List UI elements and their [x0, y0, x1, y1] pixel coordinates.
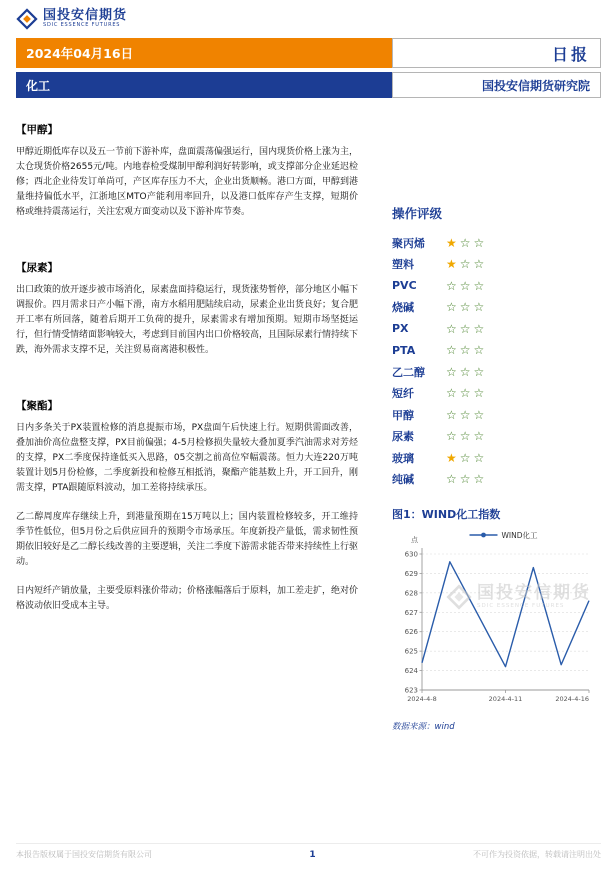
rating-product-label: 尿素 [392, 430, 414, 444]
rating-row [392, 383, 601, 405]
star-empty-icon: ☆ [459, 300, 474, 315]
watermark-text-en: SDIC ESSENCE FUTURES [477, 603, 565, 609]
svg-text:WIND化工: WIND化工 [501, 531, 538, 540]
star-filled-icon: ★ [446, 235, 460, 250]
main-content [16, 116, 601, 732]
star-empty-icon: ☆ [473, 472, 488, 487]
star-empty-icon: ☆ [446, 321, 460, 336]
rating-row [392, 469, 601, 491]
star-filled-icon: ★ [446, 450, 460, 465]
star-empty-icon: ☆ [446, 278, 460, 293]
svg-text:2024-4-11: 2024-4-11 [488, 695, 523, 703]
rating-row [392, 297, 601, 319]
rating-stars [446, 258, 487, 270]
star-empty-icon: ☆ [473, 278, 488, 293]
section-bar [16, 72, 392, 98]
header-bars [16, 38, 601, 102]
data-source-label: 数据来源：wind [392, 722, 455, 732]
star-empty-icon: ☆ [473, 321, 488, 336]
page-number: 1 [309, 849, 316, 860]
svg-text:623: 623 [404, 686, 418, 695]
section-paragraph: 出口政策的放开逐步被市场消化，尿素盘面持稳运行，现货涨势暂停，部分地区小幅下调报价。四月需求日产小幅下滑，南方水稻用肥陆续启动，尿素企业出货良好；复合肥开工率有所回落，随着后期开工负荷的提升，尿素需求有增加预期。短期市场坚挺运行，但行情受情绪面影响较大，考虑到目前国内出口价格较高，且国际尿素行情持续下跌，海外需求支撑不足，关注贸易商离港积极性。 [16, 285, 359, 355]
ratings-list [392, 232, 601, 490]
svg-text:点: 点 [411, 536, 418, 544]
chart-block [392, 506, 597, 732]
star-empty-icon: ☆ [473, 429, 488, 444]
rating-product-label: 玻璃 [392, 451, 414, 465]
star-empty-icon: ☆ [473, 450, 488, 465]
ratings-panel [392, 204, 601, 490]
watermark-text-cn: 国投安信期货 [477, 583, 591, 603]
section-paragraph: 甲醇近期低库存以及五一节前下游补库，盘面震荡偏强运行，国内现货价格上涨为主，太仓现货价格2655元/吨。内地春检受煤制甲醇利润好转影响，或支撑部分企业延迟检修；西北企业待发订单尚可，产区库存压力不大，企业出货顺畅。港口方面，甲醇到港量维持偏低水平，江浙地区MTO产能利用率回升，以及港口低库存产生支撑，短期价格或维持震荡运行，关注宏观方面变动以及下游补库节奏。 [16, 147, 359, 217]
star-empty-icon: ☆ [459, 429, 474, 444]
footer [16, 843, 601, 860]
rating-row [392, 426, 601, 448]
rating-stars [446, 237, 487, 249]
footer-copyright: 本报告版权属于国投安信期货有限公司 [16, 850, 152, 859]
report-date: 2024年04月16日 [26, 46, 134, 61]
rating-stars [446, 280, 487, 292]
rating-product-label: PTA [392, 343, 416, 357]
rating-stars [446, 430, 487, 442]
star-filled-icon: ★ [446, 257, 460, 272]
star-empty-icon: ☆ [473, 386, 488, 401]
svg-text:625: 625 [404, 647, 418, 656]
rating-row [392, 361, 601, 383]
star-empty-icon: ☆ [473, 300, 488, 315]
svg-text:624: 624 [404, 667, 418, 676]
logo-text-en: SDIC ESSENCE FUTURES [43, 22, 121, 28]
section-title: 【聚酯】 [16, 400, 58, 412]
rating-stars [446, 344, 487, 356]
institute-label: 国投安信期货研究院 [481, 78, 590, 93]
star-empty-icon: ☆ [459, 321, 474, 336]
section-label: 化工 [26, 78, 51, 93]
star-empty-icon: ☆ [473, 364, 488, 379]
rating-stars [446, 473, 487, 485]
rating-stars [446, 452, 487, 464]
svg-text:630: 630 [404, 550, 418, 559]
date-bar [16, 38, 392, 68]
section-paragraph: 日内短纤产销放量，主要受原料涨价带动；价格涨幅落后于原料，加工差走扩，绝对价格波动依旧受成本主导。 [16, 586, 359, 611]
report-type-label: 日报 [551, 44, 590, 64]
star-empty-icon: ☆ [459, 450, 474, 465]
star-empty-icon: ☆ [459, 257, 474, 272]
wind-chart [392, 524, 597, 714]
rating-row [392, 254, 601, 276]
svg-text:628: 628 [404, 589, 418, 598]
right-column [392, 116, 601, 732]
rating-product-label: 纯碱 [392, 473, 414, 487]
rating-row [392, 318, 601, 340]
rating-row [392, 404, 601, 426]
star-empty-icon: ☆ [459, 235, 474, 250]
star-empty-icon: ☆ [446, 429, 460, 444]
section-title: 【甲醇】 [16, 124, 58, 136]
rating-product-label: 塑料 [392, 258, 414, 272]
report-type-cell [392, 38, 601, 68]
star-empty-icon: ☆ [459, 386, 474, 401]
rating-stars [446, 366, 487, 378]
svg-text:626: 626 [404, 628, 418, 637]
star-empty-icon: ☆ [459, 278, 474, 293]
star-empty-icon: ☆ [459, 407, 474, 422]
logo-diamond-icon [16, 8, 38, 30]
star-empty-icon: ☆ [473, 257, 488, 272]
ratings-title: 操作评级 [392, 206, 443, 221]
footer-disclaimer: 不可作为投资依据，转载请注明出处 [472, 850, 601, 859]
institute-cell [392, 72, 601, 98]
svg-text:627: 627 [404, 608, 418, 617]
section-title: 【尿素】 [16, 262, 58, 274]
rating-row [392, 232, 601, 254]
rating-product-label: 短纤 [392, 387, 414, 401]
logo-text-cn: 国投安信期货 [43, 8, 128, 23]
rating-product-label: PVC [392, 279, 417, 293]
svg-text:2024-4-16: 2024-4-16 [555, 695, 589, 703]
star-empty-icon: ☆ [459, 364, 474, 379]
rating-stars [446, 409, 487, 421]
chart-title: 图1：WIND化工指数 [392, 508, 501, 521]
svg-text:629: 629 [404, 569, 418, 578]
star-empty-icon: ☆ [446, 407, 460, 422]
star-empty-icon: ☆ [459, 343, 474, 358]
star-empty-icon: ☆ [446, 386, 460, 401]
rating-stars [446, 387, 487, 399]
star-empty-icon: ☆ [473, 235, 488, 250]
star-empty-icon: ☆ [446, 364, 460, 379]
rating-stars [446, 301, 487, 313]
rating-product-label: 烧碱 [392, 301, 414, 315]
star-empty-icon: ☆ [446, 472, 460, 487]
star-empty-icon: ☆ [473, 343, 488, 358]
star-empty-icon: ☆ [473, 407, 488, 422]
svg-text:2024-4-8: 2024-4-8 [407, 695, 437, 703]
company-logo [16, 8, 127, 30]
star-empty-icon: ☆ [459, 472, 474, 487]
rating-row [392, 340, 601, 362]
rating-row [392, 447, 601, 469]
section-paragraph: 日内多条关于PX装置检修的消息提振市场，PX盘面午后快速上行。短期供需面改善，叠加油价高位盘整支撑，PX目前偏强；4-5月检修损失量较大叠加夏季汽油需求对芳烃的支撑，PX二季度保持逢低买入思路，05交割之前高位窄幅震荡。恒力大连220万吨装置计划5月份检修，二季度新投和检修互相抵消，聚酯产能基数上升，开工回升，刚需支撑，PTA跟随原料波动，加工差将持续承压。 [16, 423, 358, 493]
section-paragraph: 乙二醇周度库存继续上升，到港量预期在15万吨以上；国内装置检修较多，开工维持季节性低位，但5月份之后供应回升的预期令市场承压。年度新投产量低，需求韧性预期依旧较好是乙二醇长线改善的主要逻辑，关注二季度下游需求能否带来持续性上行驱动。 [16, 512, 359, 567]
rating-product-label: 聚丙烯 [392, 236, 425, 250]
rating-product-label: PX [392, 322, 409, 336]
report-sections [16, 116, 358, 732]
rating-product-label: 乙二醇 [392, 365, 425, 379]
rating-row [392, 275, 601, 297]
star-empty-icon: ☆ [446, 300, 460, 315]
rating-product-label: 甲醇 [392, 408, 414, 422]
rating-stars [446, 323, 487, 335]
star-empty-icon: ☆ [446, 343, 460, 358]
